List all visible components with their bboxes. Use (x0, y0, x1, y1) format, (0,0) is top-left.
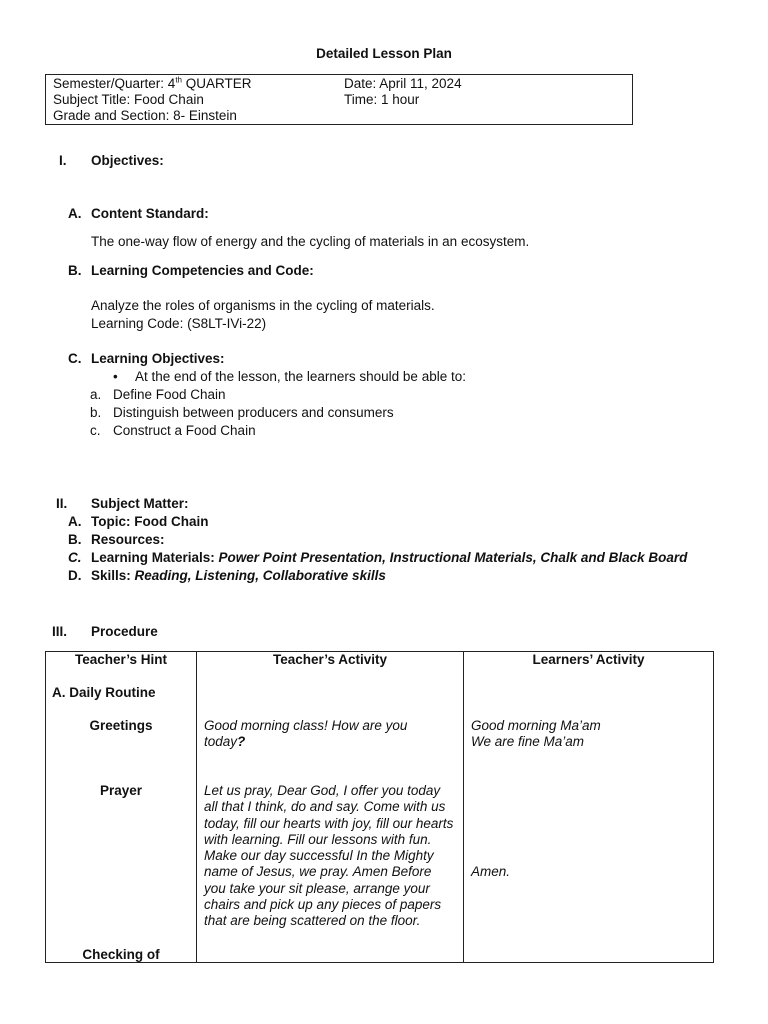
objective-item-letter: a. (90, 387, 102, 402)
materials-letter: C. (68, 550, 82, 565)
greetings-teacher-text (204, 718, 429, 751)
competencies-text: Analyze the roles of organisms in the cycling of materials. (91, 298, 435, 313)
topic-letter: A. (68, 514, 82, 529)
learning-code: Learning Code: (S8LT-IVi-22) (91, 316, 267, 331)
teacher-activity-header: Teacher’s Activity (272, 652, 388, 667)
lesson-info-box (45, 74, 633, 125)
subject-matter-heading: Subject Matter: (91, 496, 189, 511)
content-standard-letter: A. (68, 206, 82, 221)
greetings-question-mark: ? (237, 734, 246, 750)
section-3-numeral: III. (52, 624, 68, 639)
content-standard-text: The one-way flow of energy and the cycling of materials in an ecosystem. (91, 234, 530, 249)
competencies-letter: B. (68, 263, 82, 278)
subject-title: Subject Title: Food Chain (53, 92, 204, 107)
daily-routine-label: A. Daily Routine (52, 685, 156, 700)
content-standard-heading: Content Standard: (91, 206, 209, 221)
lesson-date: Date: April 11, 2024 (344, 76, 462, 91)
semester-label: Semester/Quarter: 4 (53, 76, 176, 91)
greetings-teacher-line: Good morning class! How are you today (204, 718, 408, 750)
checking-label: Checking of (82, 947, 160, 962)
teacher-hint-column (46, 652, 197, 963)
learners-activity-header: Learners’ Activity (532, 652, 645, 667)
prayer-label: Prayer (99, 783, 143, 798)
resources-text: Resources: (91, 532, 165, 547)
materials-value: Power Point Presentation, Instructional Materials, Chalk and Black Board (218, 550, 688, 565)
learning-objectives-letter: C. (68, 351, 82, 366)
topic-text: Topic: Food Chain (91, 514, 209, 529)
teacher-hint-header: Teacher’s Hint (74, 652, 168, 667)
bullet-icon: • (113, 369, 118, 384)
objective-item-letter: b. (90, 405, 102, 420)
grade-section: Grade and Section: 8- Einstein (53, 108, 237, 123)
teacher-activity-column (197, 652, 464, 963)
greetings-learner-line-2: We are fine Ma’am (471, 734, 585, 749)
objective-item-letter: c. (90, 423, 101, 438)
skills-value: Reading, Listening, Collaborative skills (134, 568, 386, 583)
prayer-teacher-text: Let us pray, Dear God, I offer you today all that I think, do and say. Come with us today, fill our hearts with joy, fill our hearts with learning. Fill our lessons with fun. Make our day successful In the Mighty name of Jesus, we pray. Amen Before you take your sit please, arrange your chairs and pick up any pieces of papers that are being scattered on the floor. (204, 783, 454, 929)
competencies-heading: Learning Competencies and Code: (91, 263, 314, 278)
objective-item: Construct a Food Chain (113, 423, 256, 438)
learning-objectives-heading: Learning Objectives: (91, 351, 225, 366)
section-1-numeral: I. (59, 153, 67, 168)
learning-materials (91, 550, 687, 565)
prayer-learner-text: Amen. (471, 864, 511, 879)
page-title: Detailed Lesson Plan (316, 46, 452, 61)
procedure-table (45, 651, 714, 963)
objectives-intro: At the end of the lesson, the learners should be able to: (135, 369, 466, 384)
semester-quarter (53, 76, 252, 93)
objective-item: Distinguish between producers and consumers (113, 405, 394, 420)
greetings-learner-line-1: Good morning Ma’am (471, 718, 601, 733)
lesson-time: Time: 1 hour (344, 92, 420, 107)
skills-letter: D. (68, 568, 82, 583)
skills (91, 568, 386, 583)
semester-rest: QUARTER (181, 76, 252, 91)
skills-label: Skills: (91, 568, 135, 583)
semester-superscript: th (175, 75, 182, 85)
resources-letter: B. (68, 532, 82, 547)
procedure-heading: Procedure (91, 624, 158, 639)
materials-label: Learning Materials: (91, 550, 219, 565)
greetings-label: Greetings (89, 718, 153, 733)
objectives-heading: Objectives: (91, 153, 164, 168)
objective-item: Define Food Chain (113, 387, 226, 402)
section-2-numeral: II. (56, 496, 68, 511)
learners-activity-column (464, 652, 714, 963)
